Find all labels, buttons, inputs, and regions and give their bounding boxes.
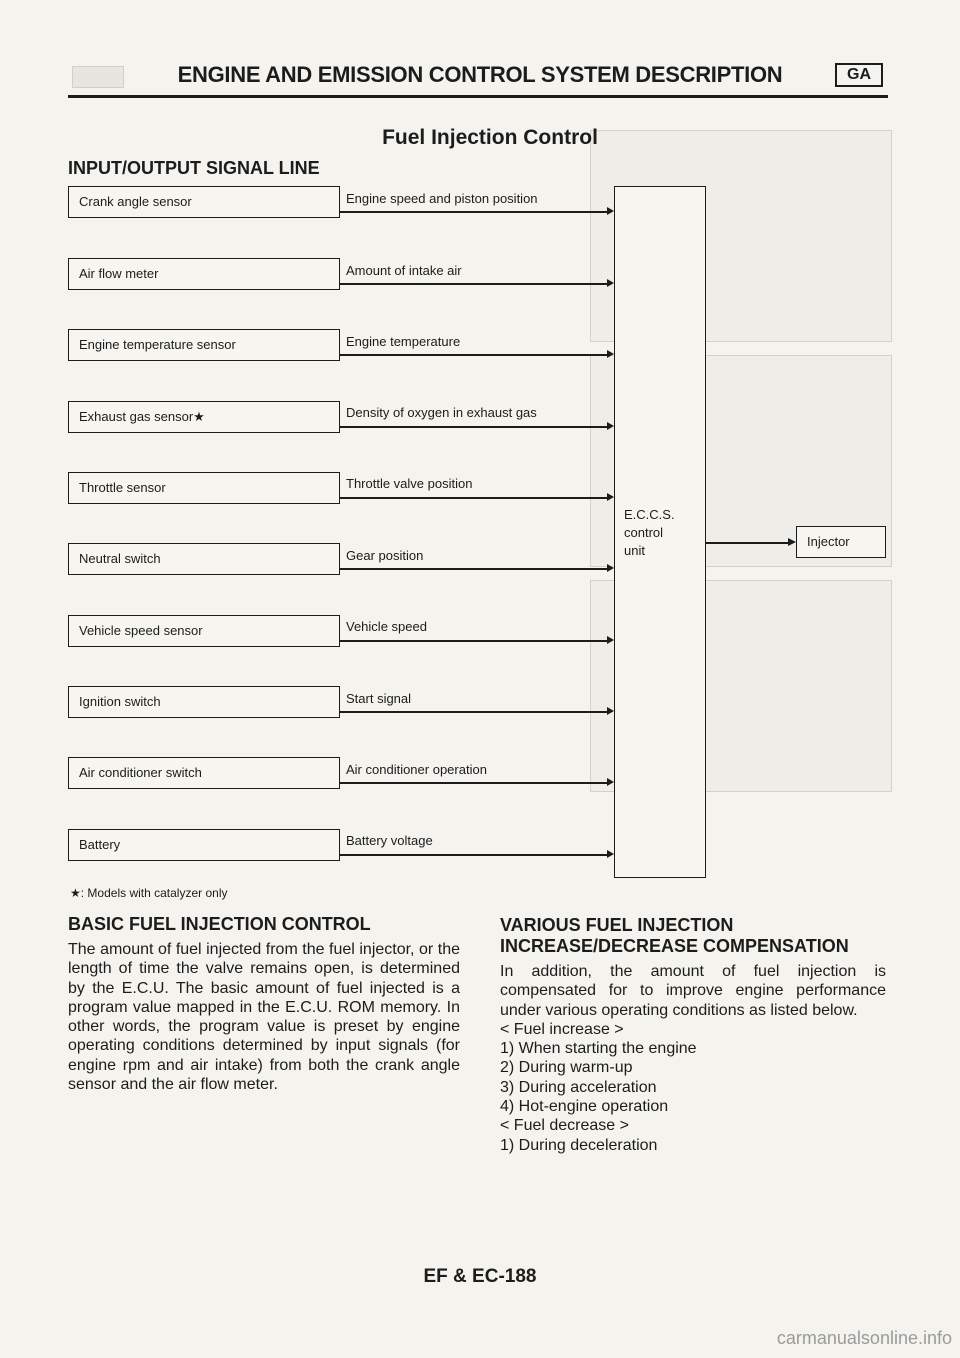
watermark: carmanualsonline.info (776, 1328, 952, 1348)
signal-label-intake-air: Amount of intake air (346, 263, 462, 278)
sensor-box-ignition-switch: Ignition switch (68, 686, 340, 718)
page-header-title: ENGINE AND EMISSION CONTROL SYSTEM DESCRIPTION (177, 62, 783, 87)
catalyzer-footnote: ★: Models with catalyzer only (70, 886, 228, 900)
ecu-label (624, 506, 675, 560)
signal-label-engine-temperature: Engine temperature (346, 334, 461, 349)
signal-line (340, 782, 610, 784)
signal-line (340, 211, 610, 213)
fuel-increase-label: < Fuel increase > (500, 1020, 624, 1038)
signal-label-gear-position: Gear position (346, 548, 424, 563)
various-heading-line: VARIOUS FUEL INJECTION (500, 915, 734, 935)
io-heading: INPUT/OUTPUT SIGNAL LINE (68, 158, 320, 178)
arrow-right-icon (607, 493, 614, 501)
arrow-right-icon (607, 350, 614, 358)
basic-fuel-injection-heading: BASIC FUEL INJECTION CONTROL (68, 914, 371, 934)
list-item: 3) During acceleration (500, 1078, 657, 1096)
ecu-label-line: unit (624, 543, 645, 558)
arrow-right-icon (607, 279, 614, 287)
arrow-right-icon (607, 564, 614, 572)
signal-label-battery-voltage: Battery voltage (346, 833, 433, 848)
sensor-box-battery: Battery (68, 829, 340, 861)
arrow-right-icon (607, 422, 614, 430)
signal-line (340, 854, 610, 856)
various-intro: In addition, the amount of fuel injection is compensated for to improve engine performance under various operating conditions as listed below. (500, 963, 886, 1019)
fuel-decrease-label: < Fuel decrease > (500, 1117, 629, 1135)
arrow-right-icon (607, 850, 614, 858)
signal-label-air-conditioner: Air conditioner operation (346, 762, 487, 777)
signal-line (340, 354, 610, 356)
arrow-right-icon (607, 207, 614, 215)
signal-line (340, 568, 610, 570)
section-title: Fuel Injection Control (382, 126, 598, 149)
page-number: EF & EC-188 (423, 1266, 537, 1287)
signal-label-engine-speed: Engine speed and piston position (346, 191, 538, 206)
signal-line (340, 497, 610, 499)
various-heading-line: INCREASE/DECREASE COMPENSATION (500, 936, 849, 956)
sensor-box-air-flow-meter: Air flow meter (68, 258, 340, 290)
section-badge: GA (835, 63, 883, 87)
sensor-box-vehicle-speed: Vehicle speed sensor (68, 615, 340, 647)
signal-line (340, 711, 610, 713)
signal-label-oxygen-density: Density of oxygen in exhaust gas (346, 405, 537, 420)
arrow-right-icon (607, 778, 614, 786)
signal-line (340, 640, 610, 642)
header-rule (68, 95, 888, 98)
ecu-label-line: E.C.C.S. (624, 507, 675, 522)
signal-label-start-signal: Start signal (346, 691, 412, 706)
various-compensation-body (500, 962, 886, 1155)
sensor-box-exhaust-gas: Exhaust gas sensor★ (68, 401, 340, 433)
sensor-box-throttle: Throttle sensor (68, 472, 340, 504)
arrow-right-icon (788, 538, 796, 546)
sensor-box-crank-angle: Crank angle sensor (68, 186, 340, 218)
sensor-box-engine-temperature: Engine temperature sensor (68, 329, 340, 361)
signal-label-vehicle-speed: Vehicle speed (346, 619, 427, 634)
list-item: 1) During deceleration (500, 1136, 658, 1154)
various-compensation-heading (500, 915, 900, 957)
signal-line (340, 283, 610, 285)
list-item: 4) Hot-engine operation (500, 1098, 669, 1116)
output-line (706, 542, 790, 544)
signal-label-throttle-position: Throttle valve position (346, 476, 473, 491)
ecu-label-line: control (624, 525, 664, 540)
sensor-box-air-conditioner: Air conditioner switch (68, 757, 340, 789)
list-item: 2) During warm-up (500, 1059, 633, 1077)
list-item: 1) When starting the engine (500, 1040, 697, 1058)
arrow-right-icon (607, 707, 614, 715)
injector-box: Injector (796, 526, 886, 558)
arrow-right-icon (607, 636, 614, 644)
signal-line (340, 426, 610, 428)
sensor-box-neutral-switch: Neutral switch (68, 543, 340, 575)
basic-fuel-injection-body: The amount of fuel injected from the fuel injector, or the length of time the valve remains open, is determined by the E.C.U. The basic amount of fuel injected is a program value mapped in the E.C.U. ROM memory. In other words, the program value is preset by engine operating conditions determined by input signals (for engine rpm and air intake) from both the crank angle sensor and the air flow meter. (68, 941, 460, 1094)
